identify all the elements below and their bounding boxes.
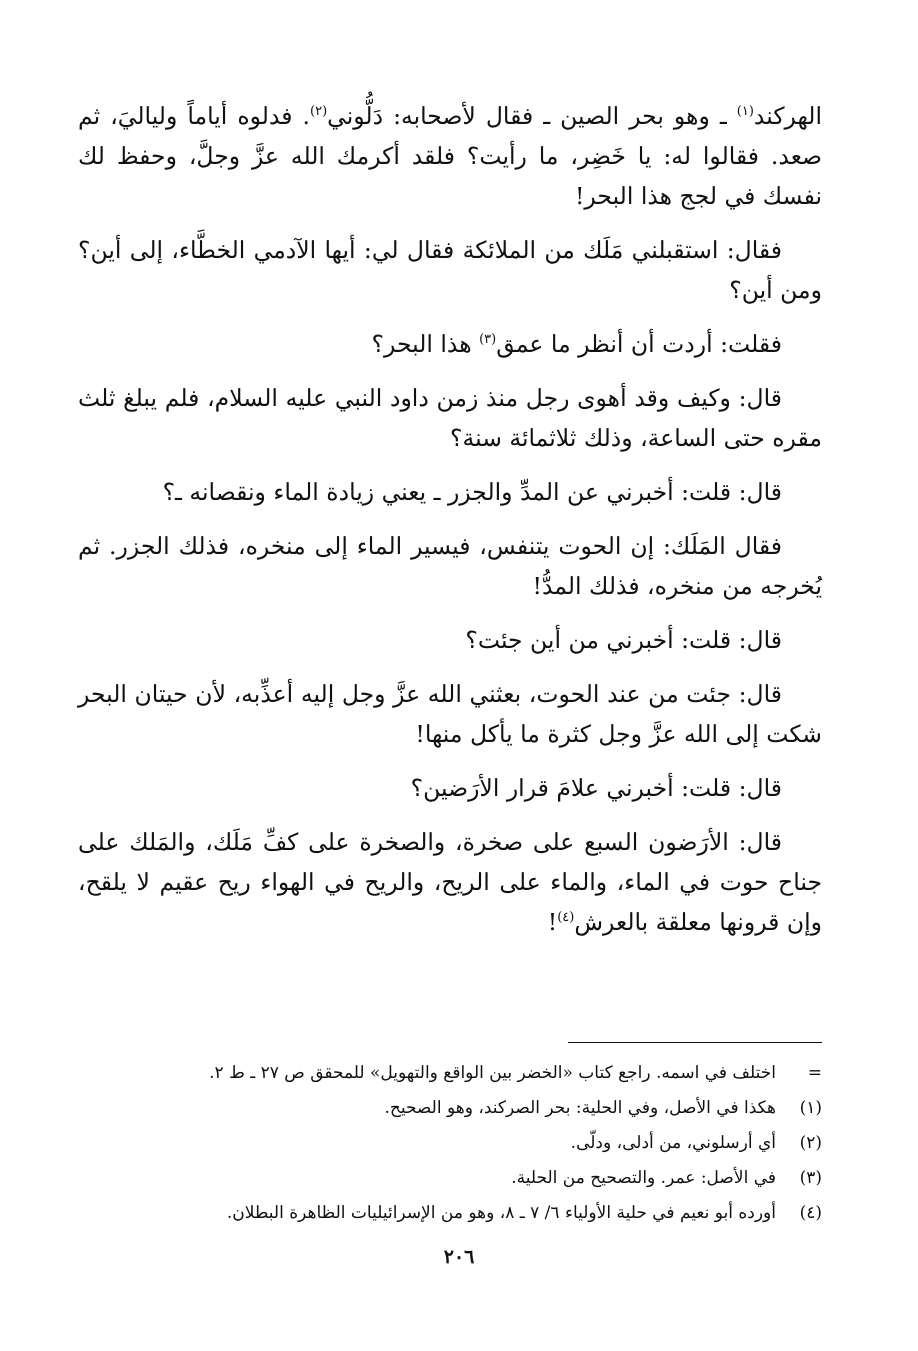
footnote xyxy=(78,1091,822,1126)
footnote-reference: (١) xyxy=(736,104,754,120)
paragraph xyxy=(78,526,822,606)
text-segment: الهركند xyxy=(753,102,822,130)
footnote xyxy=(78,1056,822,1091)
text-segment: قال: قلت: أخبرني من أين جئت؟ xyxy=(465,626,782,654)
text-segment: قال: جئت من عند الحوت، بعثني الله عزَّ وجل إليه أعذِّبه، لأن حيتان البحر شكت إلى الله عزَّ وجل كثرة ما يأكل منها! xyxy=(78,680,822,748)
text-segment: ـ وهو بحر الصين ـ فقال لأصحابه: دَلُّوني xyxy=(327,102,737,130)
paragraph xyxy=(78,378,822,458)
footnote-reference: (٢) xyxy=(310,104,328,120)
text-segment: هذا البحر؟ xyxy=(371,330,480,358)
footnote-reference: (٣) xyxy=(479,332,497,348)
text-segment: . فدلوه أياماً ولياليَ، ثم صعد. فقالوا له: يا خَضِر، ما رأيت؟ فلقد أكرمك الله عزَّ وجلَّ، وحفظ لك نفسك في لجج هذا البحر! xyxy=(78,102,822,210)
text-segment: ! xyxy=(547,908,558,936)
paragraph xyxy=(78,674,822,754)
paragraph xyxy=(78,822,822,942)
text-segment: فقال المَلَك: إن الحوت يتنفس، فيسير الماء إلى منخره، فذلك الجزر. ثم يُخرجه من منخره، فذلك المدُّ! xyxy=(78,532,822,600)
footnote-text: أورده أبو نعيم في حلية الأولياء ٦/ ٧ ـ ٨، وهو من الإسرائيليات الظاهرة البطلان. xyxy=(226,1203,776,1223)
paragraph xyxy=(78,768,822,808)
footnote-reference: (٤) xyxy=(557,910,575,926)
paragraph xyxy=(78,620,822,660)
footnote-text: اختلف في اسمه. راجع كتاب «الخضر بين الواقع والتهويل» للمحقق ص ٢٧ ـ ط ٢. xyxy=(209,1063,776,1083)
footnote-mark: (٤) xyxy=(799,1203,822,1223)
footnote-text: في الأصل: عمر. والتصحيح من الحلية. xyxy=(511,1168,776,1188)
footnote-mark: = xyxy=(807,1063,822,1083)
paragraph xyxy=(78,230,822,310)
footnotes xyxy=(78,1056,822,1231)
text-segment: قال: وكيف وقد أهوى رجل منذ زمن داود النبي عليه السلام، فلم يبلغ ثلث مقره حتى الساعة، وذلك ثلاثمائة سنة؟ xyxy=(78,384,822,452)
footnote-divider xyxy=(568,1042,822,1043)
footnote-text: أي أرسلوني، من أدلى، ودلّى. xyxy=(570,1133,776,1153)
footnote xyxy=(78,1126,822,1161)
footnote-mark: (٢) xyxy=(799,1133,822,1153)
footnote-mark: (٣) xyxy=(799,1168,822,1188)
text-segment: قال: الأرَضون السبع على صخرة، والصخرة على كفِّ مَلَك، والمَلك على جناح حوت في الماء، والماء على الريح، والريح في الهواء ريح عقيم لا يلقح، وإن قرونها معلقة بالعرش xyxy=(78,828,822,936)
footnote-text: هكذا في الأصل، وفي الحلية: بحر الصركند، وهو الصحيح. xyxy=(384,1098,776,1118)
paragraph xyxy=(78,96,822,216)
paragraph xyxy=(78,472,822,512)
footnote-mark: (١) xyxy=(799,1098,822,1118)
text-segment: فقلت: أردت أن أنظر ما عمق xyxy=(496,330,782,358)
text-segment: قال: قلت: أخبرني علامَ قرار الأرَضين؟ xyxy=(410,774,782,802)
footnote xyxy=(78,1196,822,1231)
text-segment: فقال: استقبلني مَلَك من الملائكة فقال لي: أيها الآدمي الخطَّاء، إلى أين؟ ومن أين؟ xyxy=(78,236,822,304)
paragraph xyxy=(78,324,822,364)
page-number: ٢٠٦ xyxy=(443,1246,475,1268)
main-text xyxy=(78,96,822,956)
footnote xyxy=(78,1161,822,1196)
text-segment: قال: قلت: أخبرني عن المدِّ والجزر ـ يعني زيادة الماء ونقصانه ـ؟ xyxy=(162,478,782,506)
